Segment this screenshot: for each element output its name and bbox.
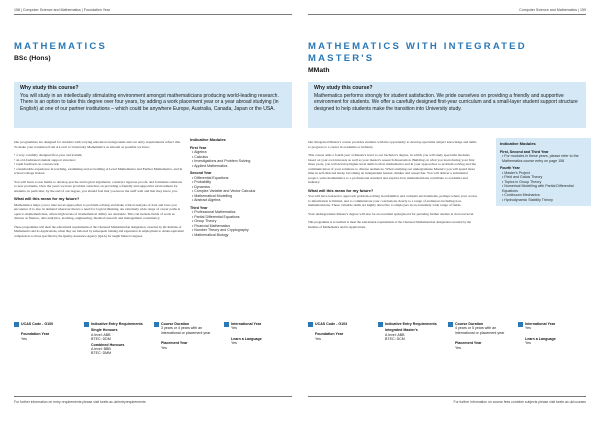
modules-title: Indicative Modules [190,137,226,142]
entry-label: Indicative Entry Requirements [91,322,143,326]
entry-label: Indicative Entry Requirements [385,322,437,326]
entry-combined-label: Combined Honours [91,342,125,347]
module-item: • Mathematical Modelling [190,194,285,199]
module-item: • Probability [190,180,285,185]
year-heading: Fourth Year [500,166,520,170]
year-heading: First Year [190,145,207,150]
body-paragraph: You will have learned to approach problem-solving in unfamiliar and complex environments, perhaps where your access to information is limited, and to communicate your conclusions clearly to a range of audiences including non-mathematicians. These valuable skills are highly attractive to employers in an extremely wide range of fields. [308,194,477,207]
accreditation-note: This programme is accredited to meet the educational requirements of the Chartered Mathematician designation awarded by the Institute of Mathematics and its Applications. [308,220,472,229]
duration-cell [154,322,222,355]
module-item: • Differential Equations [190,176,285,181]
entry-requirements-icon [378,322,383,327]
why-study-heading: Why study this course? [314,85,373,91]
why-study-heading: Why study this course? [20,85,79,91]
entry-single-alevel: A level: ABB [385,332,405,337]
module-item: • Hydrodynamic Stability Theory [500,198,587,203]
future-heading: What will this mean for my future? [14,196,80,201]
module-item: • Mathematical Biology [190,233,285,238]
future-heading: What will this mean for my future? [308,187,374,193]
duration-label: Course Duration [161,322,190,326]
language-label: Learn a Language [525,336,556,341]
foundation-label: Foundation Year [21,332,50,337]
international-cell [224,322,292,351]
international-label: International Year [525,322,556,326]
module-item: • Algebra [190,150,285,155]
course-info-row [308,322,588,382]
module-item: • Dynamics [190,185,285,190]
footer-rule [308,396,586,397]
language-label: Learn a Language [231,336,262,341]
ucas-icon [308,322,313,327]
entry-combined-btec: BTEC: DMM [91,351,112,356]
language-value: Yes [525,341,531,346]
module-item: • Financial Mathematics [190,224,285,229]
page-header: 158 | Computer Science and Mathematics | Foundation Year [14,8,110,12]
right-page [300,0,600,428]
language-value: Yes [231,341,237,346]
course-info-row [14,322,294,382]
body-bullet: • considerable experience in teaching, examining and accrediting A Level Mathematics and Further Mathematics, and in school/college liaison. [14,166,183,175]
module-item: • Number Theory and Cryptography [190,228,285,233]
module-item: • Complex Variable and Vector Calculus [190,189,285,194]
year-heading: Second Year [190,171,212,175]
duration-label: Course Duration [455,322,484,326]
entry-cell [378,322,446,347]
title-line-1: MATHEMATICS WITH INTEGRATED [308,41,527,52]
header-rule [14,14,292,15]
international-value: Yes [525,326,531,331]
entry-single-btec: BTEC: DCM [385,337,405,342]
body-text-column [14,140,184,242]
why-study-box [308,82,586,128]
clock-icon [448,322,453,327]
foundation-value: Yes [315,336,321,341]
module-item: • Topics in Group Theory [500,180,587,185]
ucas-icon [14,322,19,327]
entry-single-label: Single Honours [91,328,118,333]
module-item: • Continuum Mechanics [500,193,587,198]
ucas-cell [308,322,376,346]
clock-icon [154,322,159,327]
duration-value: 4 years or 5 years with an international or placement year [455,326,505,335]
degree-subtitle: MMath [308,67,330,74]
page-title: MATHEMATICS [14,41,107,52]
duration-value: 3 years or 4 years with an international or placement year [161,326,211,335]
module-item: • Group Theory [190,219,285,224]
module-item: • Partial Differential Equations [190,215,285,220]
entry-single-alevel: A level: ABB [91,332,111,337]
placement-label: Placement Year [455,341,482,346]
page-footer: For further information on entry requirements please visit keele.ac.uk/entryrequirements [14,400,146,404]
foundation-label: Foundation Year [315,332,344,337]
why-study-text: You will study in an intellectually stimulating environment amongst mathematicians producing world-leading research. There is an option to take this degree over four years, by adding a work placement year or a year abroad studying (in English) at one of our partner institutions – which could be anywhere Europe, Australia, Canada, Japan or the USA. [20,93,279,112]
body-paragraph: You will learn to use maths to develop precise and logical arguments, construct rigorous proofs, and formulate solutions to new problems. Over the years we have provided ourselves on providing a friendly and supportive environment for students, in particular, by the end of our degree, you should feel that you know the staff well and that they know you. [14,179,183,193]
title-line-2: MASTER'S [308,53,375,64]
module-item: • Investigations and Problem Solving [190,159,285,164]
body-paragraph: Our programmes are designed for students with varying education backgrounds and our entry requirements reflect this. To make your transition from A Level to University Mathematics as smooth as possible we have: [14,140,181,149]
body-paragraph: This course adds a fourth year at Master's level to our bachelor's degree, in which you will study specialist modules based on your own interests as well as your master's research dissertation. Building on what you learn during your first three years, you will develop higher-level skills both in mathematics and in your approaches to problem-solving and the communication of your solutions to diverse audiences. When studying our undergraduate Master's you will spend more time in self-directed study, becoming an independent learner, thinker and researcher. You will deliver a substantial project, write mathematics to a professional standard and explore how mathematicians contribute to academia and industry. [308,153,476,184]
footer-rule [14,396,292,397]
accreditation-note: These programmes will meet the educational requirements of the Chartered Mathematician designation, awarded by the Institute of Mathematics and its Applications, when they are followed by subsequent training and experience in employment to obtain equivalent competences to those specified by the Quality Assurance Agency (QAA) for taught Master's degrees. [14,224,184,238]
body-text-column [308,140,478,233]
module-item: • Professional Mathematics [190,210,285,215]
why-study-box [14,82,292,128]
header-rule [308,14,586,15]
placement-label: Placement Year [161,341,188,346]
year-heading: First, Second and Third Year [500,149,549,154]
globe-icon [518,322,523,327]
indicative-modules [496,138,591,206]
module-item: • Applied Mathematics [190,164,285,169]
foundation-value: Yes [21,336,27,341]
body-paragraph: Your undergraduate Master's degree will also be an excellent springboard for pursuing further studies at doctoral level. [308,211,475,216]
placement-value: Yes [455,345,461,350]
entry-single-label: Integrated Master's [385,328,418,333]
page-header: Computer Science and Mathematics | 159 [519,8,586,12]
entry-cell [84,322,152,361]
module-item: • Field and Galois Theory [500,175,587,180]
entry-single-btec: BTEC: DDM [91,337,111,342]
duration-cell [448,322,516,355]
placement-value: Yes [161,345,167,350]
indicative-modules [190,138,285,237]
modules-title: Indicative Modules [500,141,536,146]
degree-subtitle: BSc (Hons) [14,55,51,62]
body-paragraph: Mathematics helps you to take novel approaches to problem-solving and make critical analysis of data and laws you encounter. It is also in demand wherever there's a need for logical thinking. An extremely wide range of career paths is open to mathematicians, where high levels of mathematical ability are desirable. This can include fields of work as diverse as finance, data analytics, teaching, engineering, medical research and management consultancy. [14,202,181,220]
page-title [308,41,527,65]
module-item: • Calculus [190,155,285,160]
international-cell [518,322,586,351]
module-item: • For modules in these years, please refer to the Mathematics course entry on page 158 [500,154,587,163]
entry-combined-alevel: A level: BBB [91,347,111,352]
body-bullet: • a very carefully designed first-year curriculum; [14,153,83,157]
entry-requirements-icon [84,322,89,327]
ucas-code: UCAS Code - G100 [21,322,54,326]
module-item: • Abstract Algebra [190,198,285,203]
ucas-cell [14,322,82,346]
modules-box [496,138,591,206]
page-footer: For further information on course fees combine subjects please visit keele.ac.uk/courses [453,400,586,404]
module-item: • Master's Project [500,171,587,176]
module-item: • Numerical Modelling with Partial Differential Equations [500,184,587,193]
why-study-text: Mathematics performs strongly for student satisfaction. We pride ourselves on providing a friendly and supportive environment for students. We offer a carefully designed first-year curriculum and a small-layer student support structure designed to help students make the transition into University study. [314,93,578,112]
international-label: International Year [231,322,262,326]
year-heading: Third Year [190,205,208,210]
globe-icon [224,322,229,327]
ucas-code: UCAS Code - G103 [315,322,348,326]
international-value: Yes [231,326,237,331]
body-bullet: • rapid feedback on coursework; [14,162,60,166]
body-bullet: • an old-fashioned student support structure; [14,157,76,162]
body-paragraph: Our Integrated Master's course provides students with the opportunity to develop specialist subject knowledge and skills to progress to a career in academia or industry. [308,140,477,149]
